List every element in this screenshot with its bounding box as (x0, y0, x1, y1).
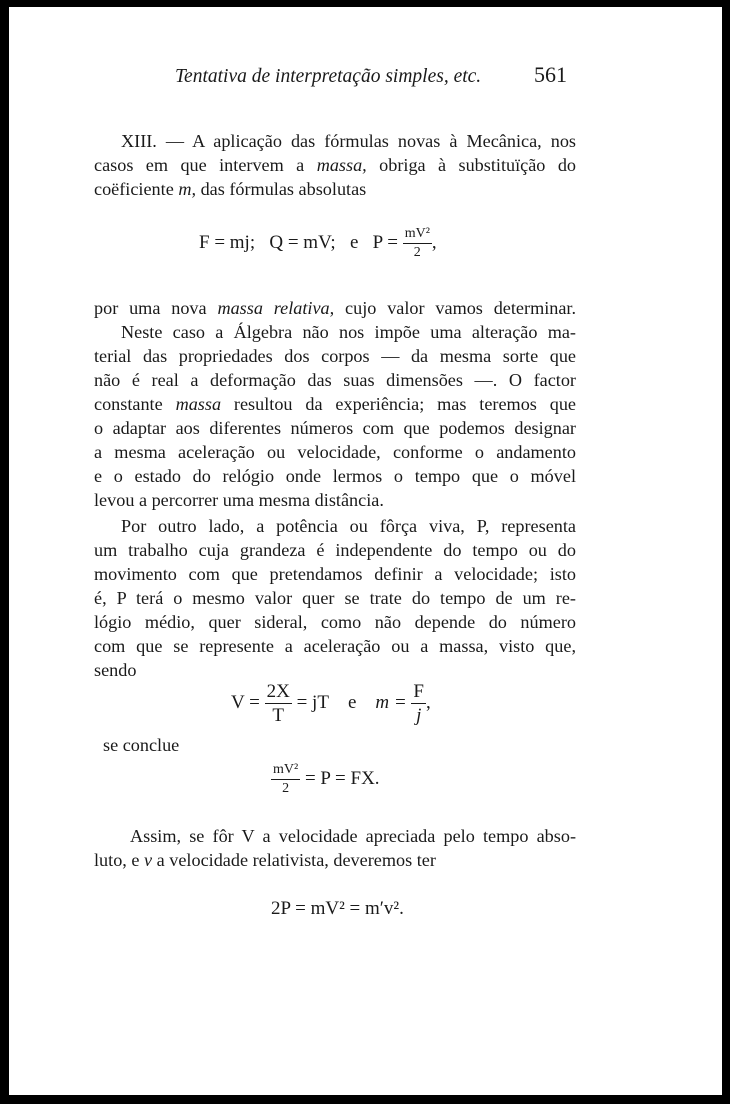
paragraph-line: Por outro lado, a potência ou fôrça viva, P, representa (121, 516, 576, 536)
paragraph-line: constante massa resultou da experiência; mas teremos que (94, 394, 577, 414)
book-page (9, 7, 722, 1095)
paragraph-line: luto, e v a velocidade relativista, deveremos ter (94, 850, 436, 870)
equation-absolute-formulas: F = mj; Q = mV; e P = $\frac{\text{mV²}}{2}$ , (199, 226, 437, 260)
paragraph-line: um trabalho cuja grandeza é independente do tempo ou do (94, 540, 576, 560)
fraction: $\frac{\text{mV²}}{2}$ (404, 226, 430, 260)
paragraph-line: XIII. — A aplicação das fórmulas novas à Mecânica, nos (121, 131, 576, 151)
paragraph-line: movimento com que pretendamos definir a velocidade; isto (94, 564, 576, 584)
paragraph-line: o adaptar aos diferentes números com que podemos designar (94, 418, 576, 438)
paragraph-line: por uma nova massa relativa, cujo valor vamos determinar. (94, 298, 577, 318)
fraction: $\frac{2X}{T}$ (266, 681, 290, 726)
paragraph-line: com que se represente a aceleração ou a massa, visto que, (94, 636, 576, 656)
paragraph-line: Neste caso a Álgebra não nos impõe uma alteração ma- (121, 322, 576, 342)
fraction: $\frac{\text{mV²}}{2}$ (273, 762, 299, 796)
paragraph-line: Assim, se fôr V a velocidade apreciada pelo tempo abso- (130, 826, 576, 846)
paragraph-line: coëficiente m, das fórmulas absolutas (94, 179, 367, 199)
fraction: $\frac{F}{j}$ (413, 681, 424, 726)
equation-velocity-mass: V = $\frac{2X}{T}$ = jT e m = $\frac{F}{j}$ , (231, 681, 431, 726)
paragraph-line: casos em que intervem a massa, obriga à substituïção do (94, 155, 577, 175)
paragraph-line: sendo (94, 660, 137, 680)
page-number: 561 (534, 62, 567, 87)
paragraph-line: a mesma aceleração ou velocidade, conforme o andamento (94, 442, 576, 462)
running-header: Tentativa de interpretação simples, etc. (175, 66, 482, 87)
equation-relativistic: 2P = mV² = m′v². (271, 898, 404, 919)
paragraph-line: e o estado do relógio onde lermos o tempo que o móvel (94, 466, 576, 486)
paragraph-line: levou a percorrer uma mesma distância. (94, 490, 384, 510)
paragraph-line: não é real a deformação das suas dimensões —. O factor (94, 370, 576, 390)
paragraph-line: terial das propriedades dos corpos — da mesma sorte que (94, 346, 576, 366)
paragraph-line: se conclue (103, 735, 180, 755)
equation-kinetic-energy: $\frac{\text{mV²}}{2}$ = P = FX. (273, 762, 380, 796)
paragraph-line: é, P terá o mesmo valor quer se trate do tempo de um re- (94, 588, 576, 608)
paragraph-line: lógio médio, quer sideral, como não depende do número (94, 612, 576, 632)
